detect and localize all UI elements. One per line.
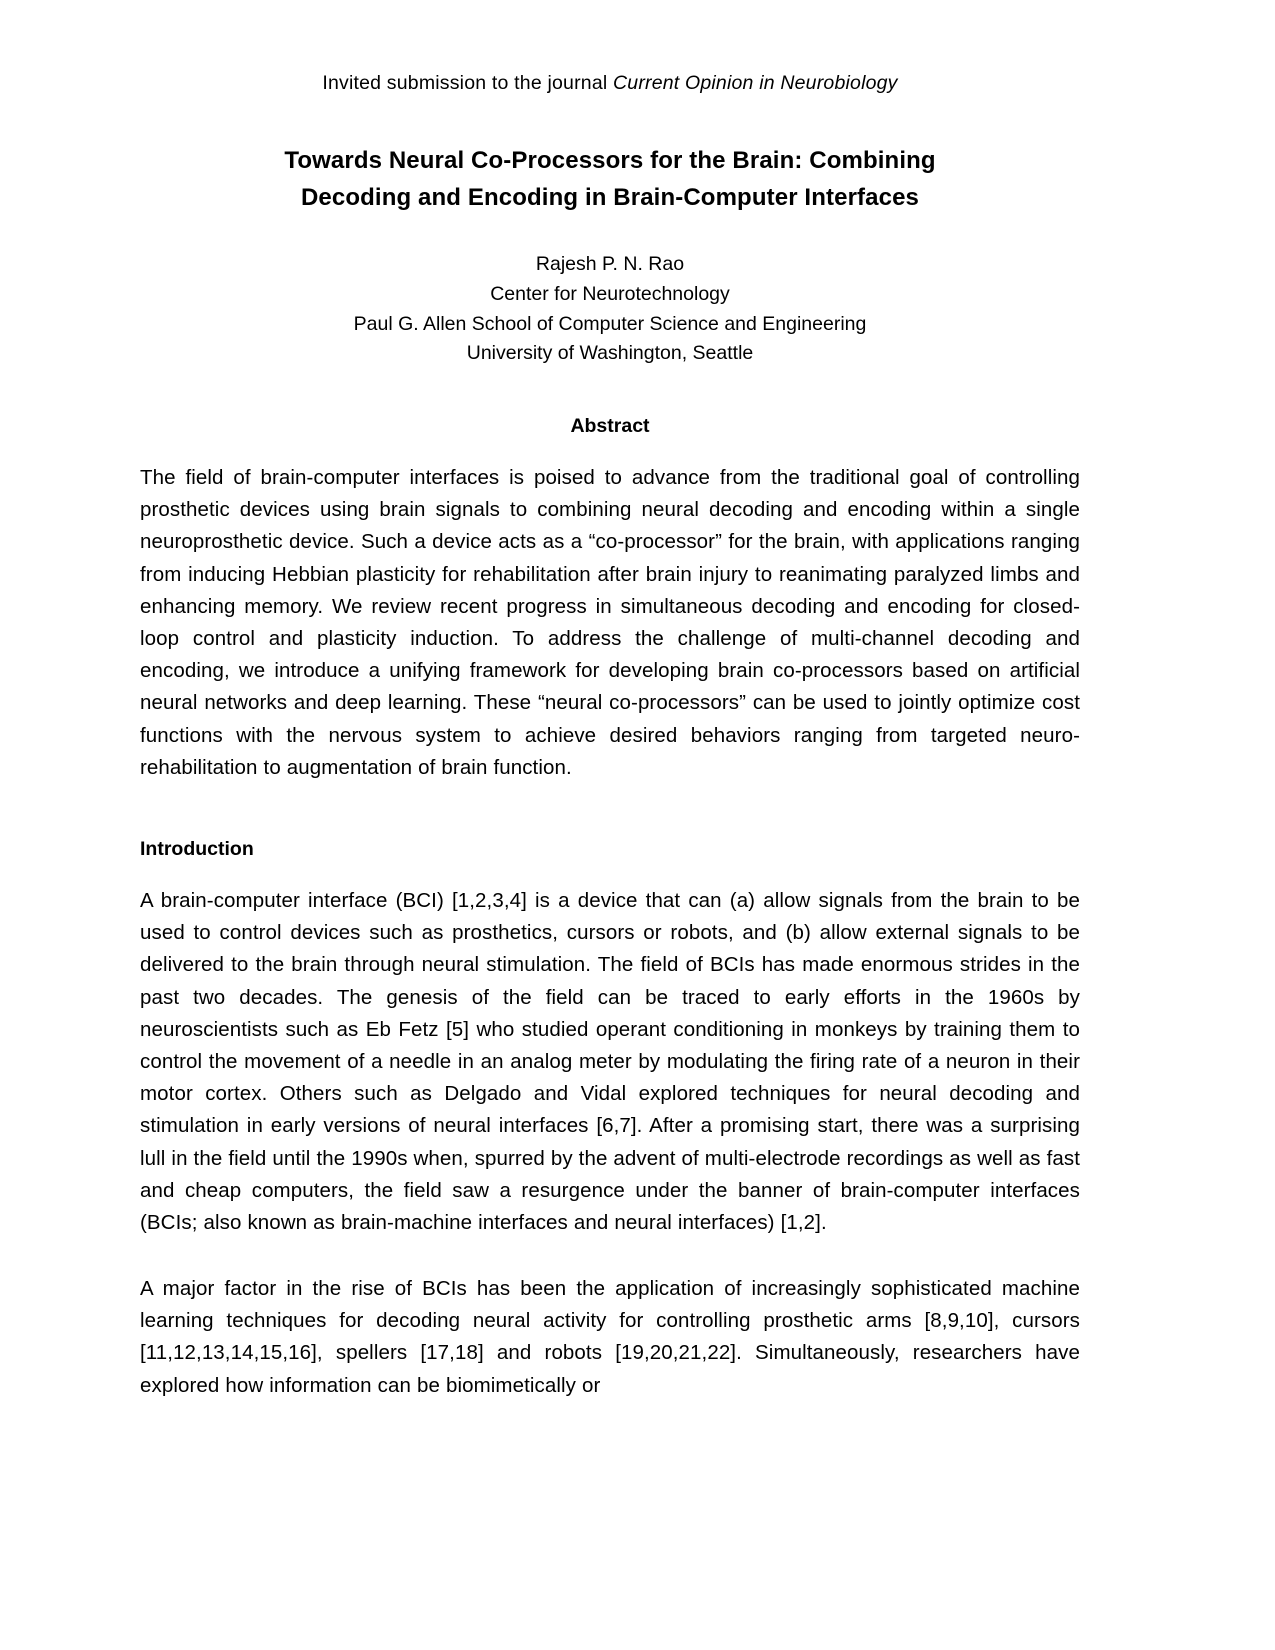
- author-name: Rajesh P. N. Rao: [535, 253, 685, 276]
- introduction-paragraph-2: A major factor in the rise of BCIs has been the application of increasingly sophisticated machine learning techniques for decoding neural activity for controlling prosthetic arms [8,9,10], cursors [11,12,13,14,15,16], spellers [17,18] and robots [19,20,21,22]. Simultaneously, researchers have explored how information can be biomimetically or: [140, 1277, 1080, 1397]
- journal-name: Current Opinion in Neurobiology: [613, 72, 898, 94]
- introduction-heading: Introduction: [140, 837, 254, 860]
- author-affiliation-block: [140, 250, 1080, 369]
- introduction-paragraph-1: A brain-computer interface (BCI) [1,2,3,4] is a device that can (a) allow signals from the brain to be used to control devices such as prosthetics, cursors or robots, and (b) allow external signals to be delivered to the brain through neural stimulation. The field of BCIs has made enormous strides in the past two decades. The genesis of the field can be traced to early efforts in the 1960s by neuroscientists such as Eb Fetz [5] who studied operant conditioning in monkeys by training them to control the movement of a needle in an analog meter by modulating the firing rate of a neuron in their motor cortex. Others such as Delgado and Vidal explored techniques for neural decoding and stimulation in early versions of neural interfaces [6,7]. After a promising start, there was a surprising lull in the field until the 1990s when, spurred by the advent of multi-electrode recordings as well as fast and cheap computers, the field saw a resurgence under the banner of brain-computer interfaces (BCIs; also known as brain-machine interfaces and neural interfaces) [1,2].: [140, 889, 1080, 1234]
- affiliation-school: Paul G. Allen School of Computer Science and Engineering: [353, 312, 867, 335]
- abstract-heading: Abstract: [570, 414, 650, 437]
- title-line-2: Decoding and Encoding in Brain-Computer Interfaces: [300, 183, 920, 211]
- page-title: [140, 143, 1080, 216]
- page-content: [140, 0, 1080, 1422]
- abstract-paragraph: The field of brain-computer interfaces is poised to advance from the traditional goal of controlling prosthetic devices using brain signals to combining neural decoding and encoding within a single neuroprosthetic device. Such a device acts as a “co-processor” for the brain, with applications ranging from inducing Hebbian plasticity for rehabilitation after brain injury to reanimating paralyzed limbs and enhancing memory. We review recent progress in simultaneous decoding and encoding for closed-loop control and plasticity induction. To address the challenge of multi-channel decoding and encoding, we introduce a unifying framework for developing brain co-processors based on artificial neural networks and deep learning. These “neural co-processors” can be used to jointly optimize cost functions with the nervous system to achieve desired behaviors ranging from targeted neuro-rehabilitation to augmentation of brain function.: [140, 466, 1080, 779]
- affiliation-center: Center for Neurotechnology: [490, 282, 730, 305]
- title-line-1: Towards Neural Co-Processors for the Brain: Combining: [284, 147, 936, 175]
- affiliation-university: University of Washington, Seattle: [466, 342, 754, 365]
- journal-header-prefix: Invited submission to the journal: [322, 72, 613, 94]
- journal-submission-header: [140, 72, 1080, 95]
